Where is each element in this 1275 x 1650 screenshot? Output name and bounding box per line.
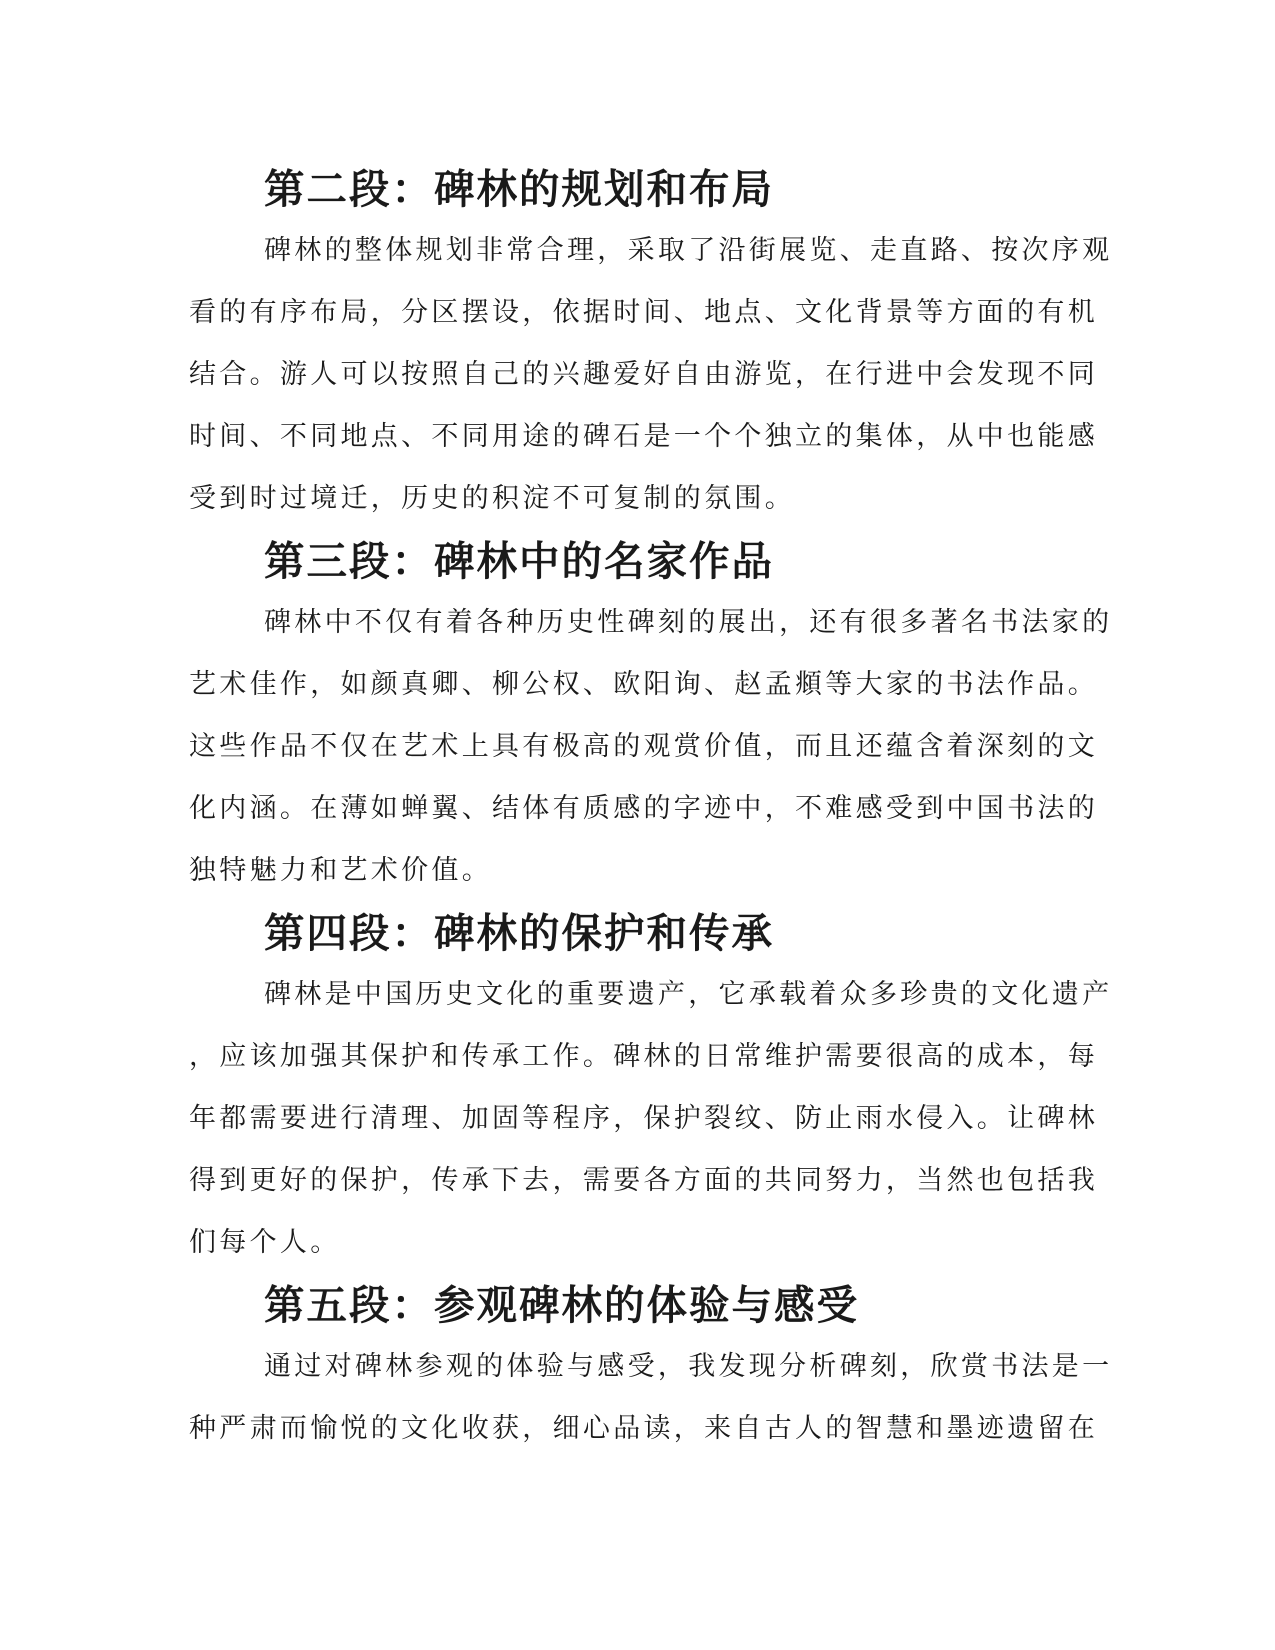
paragraph-line: 独特魅力和艺术价值。 [189,855,492,886]
paragraph-line: 年都需要进行清理、加固等程序，保护裂纹、防止雨水侵入。让碑林 [189,1103,1098,1134]
paragraph-line: ，应该加强其保护和传承工作。碑林的日常维护需要很高的成本，每 [189,1041,1098,1072]
paragraph-line: 这些作品不仅在艺术上具有极高的观赏价值，而且还蕴含着深刻的文 [189,731,1098,762]
paragraph-line: 碑林的整体规划非常合理，采取了沿街展览、走直路、按次序观 [264,235,1113,266]
paragraph-line: 碑林是中国历史文化的重要遗产，它承载着众多珍贵的文化遗产 [264,979,1113,1010]
paragraph-line: 结合。游人可以按照自己的兴趣爱好自由游览，在行进中会发现不同 [189,359,1098,390]
section-heading-2: 第二段：碑林的规划和布局 [264,165,774,213]
section-paragraph-5 [189,1336,1113,1460]
section-heading-5: 第五段：参观碑林的体验与感受 [264,1281,859,1329]
paragraph-line: 种严肃而愉悦的文化收获，细心品读，来自古人的智慧和墨迹遗留在 [189,1413,1098,1444]
paragraph-line: 看的有序布局，分区摆设，依据时间、地点、文化背景等方面的有机 [189,297,1098,328]
section-heading-3: 第三段：碑林中的名家作品 [264,537,774,585]
section-heading-4: 第四段：碑林的保护和传承 [264,909,774,957]
paragraph-line: 化内涵。在薄如蝉翼、结体有质感的字迹中，不难感受到中国书法的 [189,793,1098,824]
section-paragraph-4 [189,964,1113,1274]
document-body [189,158,1113,1460]
section-paragraph-3 [189,592,1113,902]
section-paragraph-2 [189,220,1113,530]
paragraph-line: 碑林中不仅有着各种历史性碑刻的展出，还有很多著名书法家的 [264,607,1113,638]
paragraph-line: 受到时过境迁，历史的积淀不可复制的氛围。 [189,483,795,514]
paragraph-line: 时间、不同地点、不同用途的碑石是一个个独立的集体，从中也能感 [189,421,1098,452]
paragraph-line: 通过对碑林参观的体验与感受，我发现分析碑刻，欣赏书法是一 [264,1351,1113,1382]
paragraph-line: 得到更好的保护，传承下去，需要各方面的共同努力，当然也包括我 [189,1165,1098,1196]
paragraph-line: 艺术佳作，如颜真卿、柳公权、欧阳询、赵孟頫等大家的书法作品。 [189,669,1098,700]
paragraph-line: 们每个人。 [189,1227,341,1258]
